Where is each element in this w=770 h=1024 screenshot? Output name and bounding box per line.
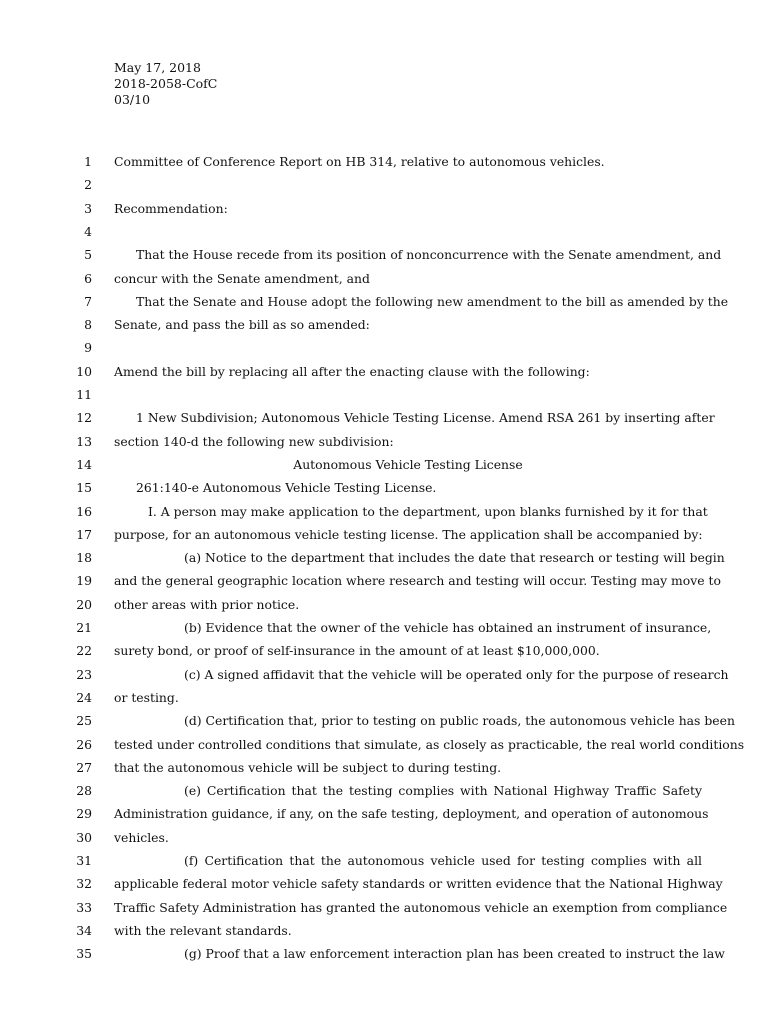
line-number: 1 bbox=[84, 154, 92, 169]
line-text: (e) Certification that the testing complies with National Highway Traffic Safety bbox=[184, 783, 702, 799]
line-number: 27 bbox=[76, 759, 92, 775]
document-line bbox=[0, 802, 770, 825]
line-number: 20 bbox=[76, 596, 92, 612]
document-line bbox=[0, 942, 770, 965]
line-text: Administration guidance, if any, on the safe testing, deployment, and operation of autonomous bbox=[114, 806, 709, 822]
line-text: (c) A signed affidavit that the vehicle will be operated only for the purpose of research bbox=[184, 666, 729, 682]
document-line bbox=[0, 383, 770, 406]
document-line bbox=[0, 709, 770, 732]
document-line bbox=[0, 849, 770, 872]
document-line bbox=[0, 150, 770, 173]
line-number: 15 bbox=[76, 480, 92, 496]
header-code: 03/10 bbox=[114, 92, 151, 107]
line-number: 30 bbox=[76, 829, 92, 845]
document-header bbox=[114, 60, 217, 108]
line-number: 28 bbox=[76, 783, 92, 799]
line-number: 19 bbox=[76, 573, 92, 589]
line-text: other areas with prior notice. bbox=[114, 596, 300, 612]
line-number: 33 bbox=[76, 899, 92, 915]
line-text: Amend the bill by replacing all after the enacting clause with the following: bbox=[114, 363, 590, 379]
line-number: 16 bbox=[76, 503, 92, 519]
document-line bbox=[0, 569, 770, 592]
header-date: May 17, 2018 bbox=[114, 60, 201, 75]
line-text: concur with the Senate amendment, and bbox=[114, 270, 370, 286]
line-number: 31 bbox=[76, 853, 92, 868]
header-doc-id: 2018-2058-CofC bbox=[114, 76, 218, 91]
line-number: 25 bbox=[76, 713, 92, 729]
document-line bbox=[0, 872, 770, 895]
line-number: 34 bbox=[76, 922, 92, 938]
line-text: that the autonomous vehicle will be subject to during testing. bbox=[114, 759, 502, 775]
line-number: 10 bbox=[76, 363, 92, 379]
line-number: 21 bbox=[76, 620, 92, 635]
line-number: 5 bbox=[84, 247, 92, 263]
document-line bbox=[0, 686, 770, 709]
document-line bbox=[0, 313, 770, 336]
document-line bbox=[0, 173, 770, 196]
document-line bbox=[0, 243, 770, 266]
line-text: That the House recede from its position of nonconcurrence with the Senate amendment, and bbox=[136, 247, 722, 263]
line-number: 26 bbox=[76, 736, 92, 752]
document-line bbox=[0, 756, 770, 779]
line-text: Traffic Safety Administration has granted the autonomous vehicle an exemption from compliance bbox=[114, 899, 728, 915]
line-number: 9 bbox=[84, 340, 92, 356]
line-number: 29 bbox=[76, 806, 92, 822]
line-text: 261:140-e Autonomous Vehicle Testing License. bbox=[136, 480, 437, 496]
line-text: or testing. bbox=[114, 689, 179, 705]
document-line bbox=[0, 616, 770, 639]
line-text: vehicles. bbox=[114, 829, 169, 845]
document-line bbox=[0, 267, 770, 290]
line-number: 13 bbox=[76, 433, 92, 449]
line-text: Recommendation: bbox=[114, 200, 228, 216]
line-text: purpose, for an autonomous vehicle testing license. The application shall be accompanied by: bbox=[114, 526, 703, 542]
document-line bbox=[0, 290, 770, 313]
document-line bbox=[0, 220, 770, 243]
line-number: 6 bbox=[84, 270, 92, 286]
line-number: 12 bbox=[76, 410, 92, 426]
line-number: 18 bbox=[76, 550, 92, 566]
document-line bbox=[0, 639, 770, 662]
line-number: 7 bbox=[84, 293, 92, 309]
document-line bbox=[0, 663, 770, 686]
line-number: 14 bbox=[76, 456, 92, 472]
document-line bbox=[0, 360, 770, 383]
line-text: 1 New Subdivision; Autonomous Vehicle Testing License. Amend RSA 261 by inserting after bbox=[136, 410, 715, 426]
line-number: 35 bbox=[76, 946, 92, 962]
document-line bbox=[0, 919, 770, 942]
document-line bbox=[0, 197, 770, 220]
line-number: 17 bbox=[76, 526, 92, 542]
document-line bbox=[0, 896, 770, 919]
line-text: (f) Certification that the autonomous vehicle used for testing complies with all bbox=[184, 853, 702, 868]
line-text: I. A person may make application to the department, upon blanks furnished by it for that bbox=[148, 503, 708, 519]
line-text: (g) Proof that a law enforcement interaction plan has been created to instruct the law bbox=[184, 946, 725, 962]
document-line bbox=[0, 779, 770, 802]
line-number: 23 bbox=[76, 666, 92, 682]
line-text: section 140-d the following new subdivision: bbox=[114, 433, 394, 449]
line-text: surety bond, or proof of self-insurance in the amount of at least $10,000,000. bbox=[114, 643, 600, 659]
document-line bbox=[0, 453, 770, 476]
document-line bbox=[0, 826, 770, 849]
line-number: 24 bbox=[76, 689, 92, 705]
line-number: 22 bbox=[76, 643, 92, 659]
document-line bbox=[0, 523, 770, 546]
line-text: (a) Notice to the department that includes the date that research or testing will begin bbox=[184, 550, 725, 566]
line-text: (b) Evidence that the owner of the vehicle has obtained an instrument of insurance, bbox=[184, 620, 712, 635]
line-text: applicable federal motor vehicle safety standards or written evidence that the National Highway bbox=[114, 876, 723, 892]
document-line bbox=[0, 430, 770, 453]
line-number: 32 bbox=[76, 876, 92, 892]
line-number: 8 bbox=[84, 317, 92, 333]
line-text: Autonomous Vehicle Testing License bbox=[293, 456, 523, 472]
document-line bbox=[0, 733, 770, 756]
line-number: 3 bbox=[84, 200, 92, 216]
line-text: Senate, and pass the bill as so amended: bbox=[114, 317, 370, 333]
line-number: 2 bbox=[84, 177, 92, 193]
line-text: Committee of Conference Report on HB 314, relative to autonomous vehicles. bbox=[114, 154, 605, 169]
line-number: 11 bbox=[76, 387, 92, 402]
line-text: (d) Certification that, prior to testing on public roads, the autonomous vehicle has been bbox=[184, 713, 735, 729]
line-text: That the Senate and House adopt the following new amendment to the bill as amended by the bbox=[136, 293, 729, 309]
document-line bbox=[0, 476, 770, 499]
document-line bbox=[0, 593, 770, 616]
line-number: 4 bbox=[84, 223, 92, 239]
document-line bbox=[0, 546, 770, 569]
document-line bbox=[0, 406, 770, 429]
line-text: with the relevant standards. bbox=[114, 922, 292, 938]
line-text: and the general geographic location where research and testing will occur. Testing may move to bbox=[114, 573, 721, 589]
document-line bbox=[0, 336, 770, 359]
line-text: tested under controlled conditions that simulate, as closely as practicable, the real world conditions bbox=[114, 736, 745, 752]
document-line bbox=[0, 500, 770, 523]
